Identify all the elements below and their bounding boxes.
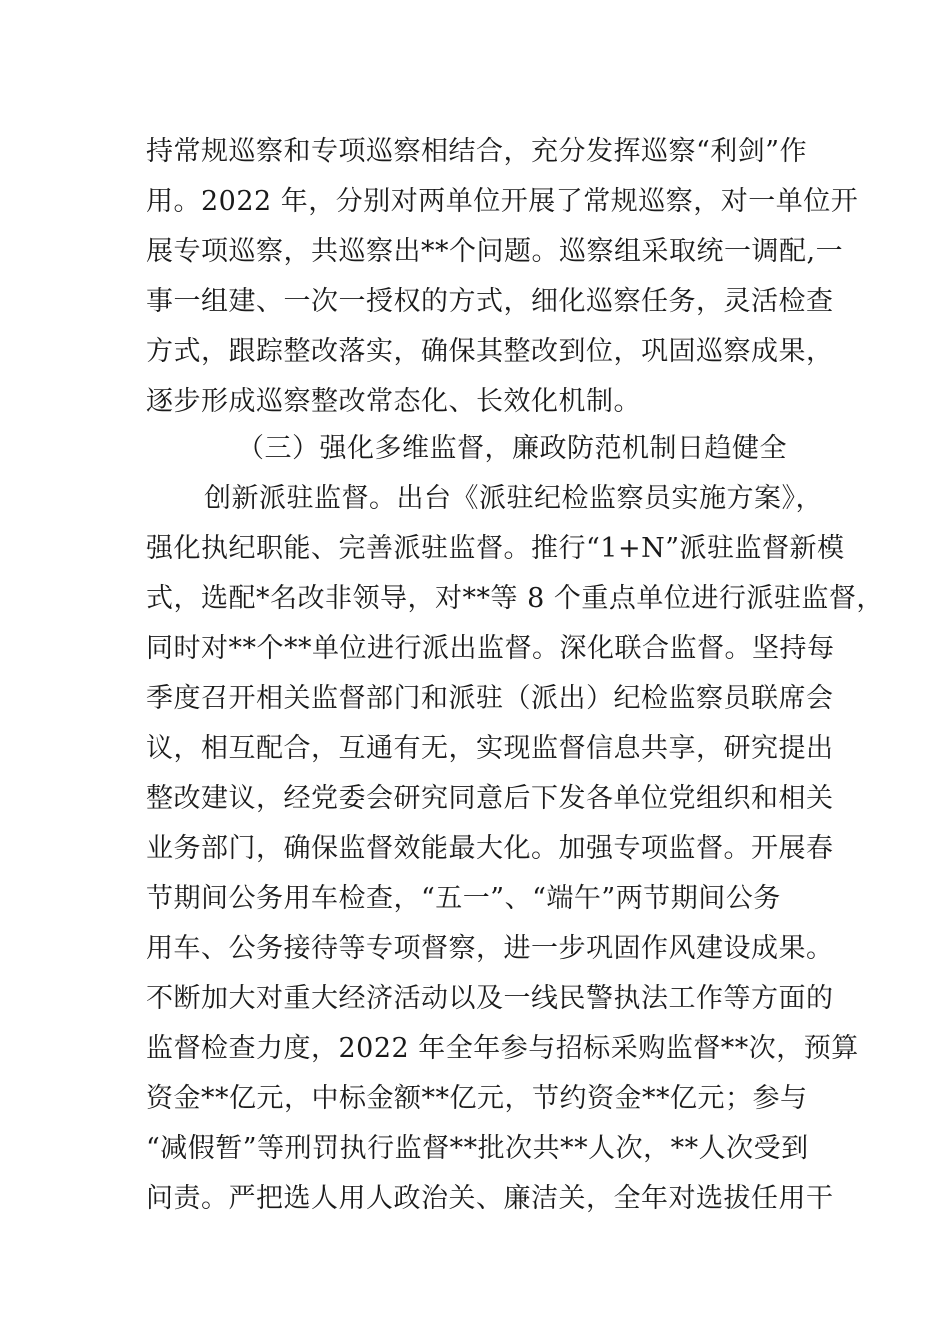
text-line: 监督检查力度，2022 年全年参与招标采购监督**次，预算 [146, 1033, 859, 1064]
text-line: 资金**亿元，中标金额**亿元，节约资金**亿元；参与 [146, 1083, 808, 1114]
text-line: 持常规巡察和专项巡察相结合，充分发挥巡察“利剑”作 [146, 136, 808, 167]
text-line: 议，相互配合，互通有无，实现监督信息共享，研究提出 [146, 733, 834, 764]
text-line: 季度召开相关监督部门和派驻（派出）纪检监察员联席会 [146, 683, 834, 714]
text-line: 不断加大对重大经济活动以及一线民警执法工作等方面的 [146, 983, 834, 1014]
text-line: 问责。严把选人用人政治关、廉洁关，全年对选拔任用干 [146, 1183, 834, 1214]
text-line: 同时对**个**单位进行派出监督。深化联合监督。坚持每 [146, 633, 835, 664]
text-line: 展专项巡察，共巡察出**个问题。巡察组采取统一调配,一 [146, 236, 844, 267]
text-line: 业务部门，确保监督效能最大化。加强专项监督。开展春 [146, 833, 834, 864]
text-line: 逐步形成巡察整改常态化、长效化机制。 [146, 386, 641, 417]
text-line: 强化执纪职能、完善派驻监督。推行“1+N”派驻监督新模 [146, 533, 845, 564]
paragraph-start: 创新派驻监督。出台《派驻纪检监察员实施方案》， [204, 483, 823, 514]
text-line: 节期间公务用车检查，“五一”、“端午”两节期间公务 [146, 883, 781, 914]
text-line: 方式，跟踪整改落实，确保其整改到位，巩固巡察成果， [146, 336, 834, 367]
section-heading: （三）强化多维监督，廉政防范机制日趋健全 [237, 433, 787, 464]
text-line: 整改建议，经党委会研究同意后下发各单位党组织和相关 [146, 783, 834, 814]
text-line: “减假暂”等刑罚执行监督**批次共**人次，**人次受到 [146, 1133, 809, 1164]
text-line: 式，选配*名改非领导，对**等 8 个重点单位进行派驻监督， [146, 583, 884, 614]
text-line: 用车、公务接待等专项督察，进一步巩固作风建设成果。 [146, 933, 834, 964]
text-line: 事一组建、一次一授权的方式，细化巡察任务，灵活检查 [146, 286, 834, 317]
text-line: 用。2022 年，分别对两单位开展了常规巡察，对一单位开 [146, 186, 859, 217]
